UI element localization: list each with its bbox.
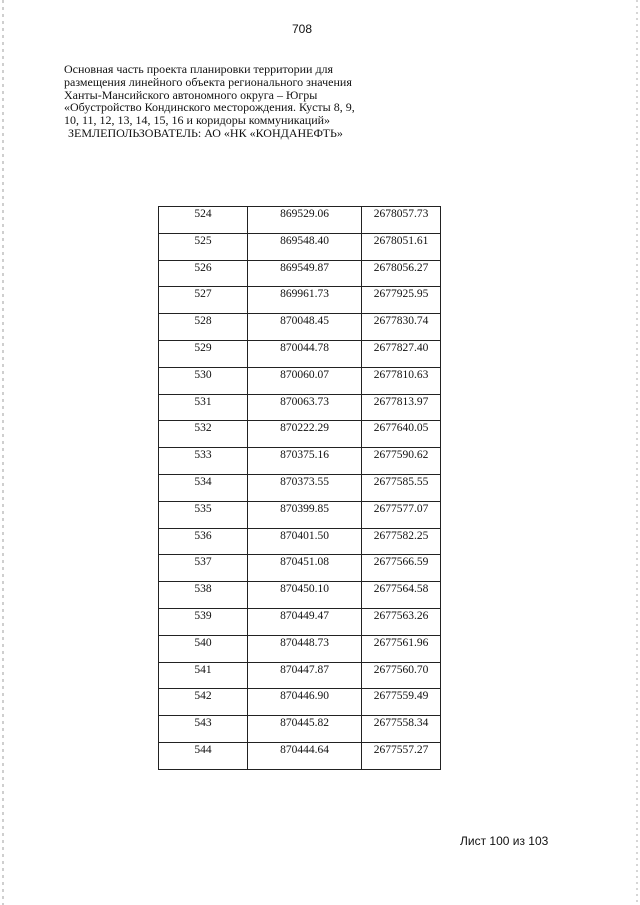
y-coordinate-cell (362, 207, 441, 234)
table-row (159, 448, 441, 475)
cell-text: 870444.64 (280, 743, 329, 756)
cell-text: 2677566.59 (373, 556, 429, 569)
x-coordinate-cell (248, 314, 362, 341)
table-row (159, 340, 441, 367)
cell-text: 2678057.73 (373, 208, 429, 220)
point-number-cell (159, 689, 248, 716)
x-coordinate-cell (248, 528, 362, 555)
header-line: 10, 11, 12, 13, 14, 15, 16 и коридоры коммуникаций» (64, 113, 331, 128)
cell-text: 535 (194, 502, 212, 515)
y-coordinate-cell (362, 233, 441, 260)
page-number: 708 (291, 22, 313, 36)
cell-text: 533 (194, 449, 212, 462)
cell-text: 2677564.58 (373, 583, 429, 596)
header-line: «Обустройство Кондинского месторождения. Кусты 8, 9, (64, 100, 355, 115)
table-row (159, 207, 441, 234)
cell-text: 869529.06 (280, 208, 329, 220)
x-coordinate-cell (248, 662, 362, 689)
y-coordinate-cell (362, 635, 441, 662)
point-number-cell (159, 501, 248, 528)
point-number-cell (159, 582, 248, 609)
cell-text: 2677561.96 (373, 636, 429, 649)
point-number-cell (159, 662, 248, 689)
cell-text: 870449.47 (280, 609, 329, 622)
point-number-cell (159, 287, 248, 314)
cell-text: 2677640.05 (373, 422, 429, 435)
cell-text: 536 (194, 529, 212, 542)
header-line: Основная часть проекта планировки территории для (64, 62, 334, 76)
cell-text: 2678056.27 (373, 261, 429, 274)
x-coordinate-cell (248, 635, 362, 662)
document-header (64, 63, 384, 140)
cell-text: 532 (194, 422, 212, 435)
cell-text: 2677813.97 (373, 395, 429, 408)
x-coordinate-cell (248, 394, 362, 421)
point-number-cell (159, 448, 248, 475)
cell-text: 537 (194, 556, 212, 569)
y-coordinate-cell (362, 689, 441, 716)
x-coordinate-cell (248, 260, 362, 287)
y-coordinate-cell (362, 394, 441, 421)
point-number-cell (159, 233, 248, 260)
point-number-cell (159, 716, 248, 743)
point-number-cell (159, 555, 248, 582)
cell-text: 870048.45 (280, 315, 329, 328)
y-coordinate-cell (362, 260, 441, 287)
x-coordinate-cell (248, 474, 362, 501)
cell-text: 524 (194, 208, 212, 220)
point-number-cell (159, 394, 248, 421)
y-coordinate-cell (362, 662, 441, 689)
cell-text: 870401.50 (280, 529, 329, 542)
point-number-cell (159, 421, 248, 448)
cell-text: 869961.73 (280, 288, 329, 301)
cell-text: 2677558.34 (373, 717, 429, 730)
cell-text: 870222.29 (280, 422, 329, 435)
cell-text: 870451.08 (280, 556, 329, 569)
point-number-cell (159, 742, 248, 769)
x-coordinate-cell (248, 501, 362, 528)
x-coordinate-cell (248, 367, 362, 394)
table-row (159, 501, 441, 528)
cell-text: 870446.90 (280, 690, 329, 703)
x-coordinate-cell (248, 448, 362, 475)
cell-text: 543 (194, 717, 212, 730)
table-row (159, 662, 441, 689)
cell-text: 869549.87 (280, 261, 329, 274)
cell-text: 2677810.63 (373, 368, 429, 381)
x-coordinate-cell (248, 582, 362, 609)
table-row (159, 474, 441, 501)
table-row (159, 555, 441, 582)
header-line: размещения линейного объекта регионального значения (64, 74, 352, 89)
y-coordinate-cell (362, 340, 441, 367)
point-number-cell (159, 474, 248, 501)
y-coordinate-cell (362, 742, 441, 769)
point-number-cell (159, 260, 248, 287)
cell-text: 870447.87 (280, 663, 329, 676)
y-coordinate-cell (362, 287, 441, 314)
cell-text: 544 (194, 743, 212, 756)
table-row (159, 528, 441, 555)
cell-text: 2677582.25 (373, 529, 429, 542)
sheet-counter: Лист 100 из 103 (460, 834, 549, 848)
cell-text: 2677827.40 (373, 341, 429, 354)
cell-text: 2677557.27 (373, 743, 429, 756)
scan-edge-left (2, 0, 4, 905)
point-number-cell (159, 340, 248, 367)
x-coordinate-cell (248, 742, 362, 769)
cell-text: 870373.55 (280, 475, 329, 488)
cell-text: 2677577.07 (373, 502, 429, 515)
point-number-cell (159, 635, 248, 662)
cell-text: 538 (194, 583, 212, 596)
point-number-cell (159, 528, 248, 555)
cell-text: 534 (194, 475, 212, 488)
cell-text: 526 (194, 261, 212, 274)
table-row (159, 394, 441, 421)
cell-text: 870445.82 (280, 717, 329, 730)
y-coordinate-cell (362, 555, 441, 582)
coordinates-table (158, 206, 441, 770)
cell-text: 870399.85 (280, 502, 329, 515)
table-row (159, 635, 441, 662)
cell-text: 528 (194, 315, 212, 328)
x-coordinate-cell (248, 287, 362, 314)
table-row (159, 233, 441, 260)
table-row (159, 742, 441, 769)
y-coordinate-cell (362, 716, 441, 743)
x-coordinate-cell (248, 421, 362, 448)
point-number-cell (159, 367, 248, 394)
y-coordinate-cell (362, 608, 441, 635)
y-coordinate-cell (362, 582, 441, 609)
cell-text: 870448.73 (280, 636, 329, 649)
cell-text: 2677585.55 (373, 475, 429, 488)
y-coordinate-cell (362, 448, 441, 475)
x-coordinate-cell (248, 555, 362, 582)
table-row (159, 367, 441, 394)
cell-text: 540 (194, 636, 212, 649)
y-coordinate-cell (362, 367, 441, 394)
cell-text: 525 (194, 234, 212, 247)
table-row (159, 689, 441, 716)
point-number-cell (159, 314, 248, 341)
table-row (159, 582, 441, 609)
cell-text: 529 (194, 341, 212, 354)
table-row (159, 716, 441, 743)
cell-text: 870450.10 (280, 583, 329, 596)
x-coordinate-cell (248, 608, 362, 635)
cell-text: 542 (194, 690, 212, 703)
cell-text: 2677559.49 (373, 690, 429, 703)
point-number-cell (159, 207, 248, 234)
cell-text: 870044.78 (280, 341, 329, 354)
cell-text: 531 (194, 395, 212, 408)
cell-text: 527 (194, 288, 212, 301)
cell-text: 539 (194, 609, 212, 622)
y-coordinate-cell (362, 528, 441, 555)
table-row (159, 287, 441, 314)
x-coordinate-cell (248, 340, 362, 367)
cell-text: 541 (194, 663, 212, 676)
cell-text: 870375.16 (280, 449, 329, 462)
cell-text: 530 (194, 368, 212, 381)
cell-text: 2677590.62 (373, 449, 429, 462)
cell-text: 870063.73 (280, 395, 329, 408)
cell-text: 869548.40 (280, 234, 329, 247)
cell-text: 2677563.26 (373, 609, 429, 622)
y-coordinate-cell (362, 421, 441, 448)
coordinates-table-body (159, 207, 441, 770)
header-line: Ханты-Мансийского автономного округа – Югры (64, 87, 318, 102)
y-coordinate-cell (362, 501, 441, 528)
cell-text: 2677830.74 (373, 315, 429, 328)
table-row (159, 421, 441, 448)
cell-text: 870060.07 (280, 368, 329, 381)
cell-text: 2677925.95 (373, 288, 429, 301)
scan-edge-right (636, 0, 638, 905)
table-row (159, 608, 441, 635)
y-coordinate-cell (362, 314, 441, 341)
land-user-line: ЗЕМЛЕПОЛЬЗОВАТЕЛЬ: АО «НК «КОНДАНЕФТЬ» (68, 125, 343, 140)
table-row (159, 314, 441, 341)
x-coordinate-cell (248, 233, 362, 260)
x-coordinate-cell (248, 689, 362, 716)
x-coordinate-cell (248, 716, 362, 743)
cell-text: 2678051.61 (373, 234, 429, 247)
x-coordinate-cell (248, 207, 362, 234)
y-coordinate-cell (362, 474, 441, 501)
point-number-cell (159, 608, 248, 635)
table-row (159, 260, 441, 287)
cell-text: 2677560.70 (373, 663, 429, 676)
